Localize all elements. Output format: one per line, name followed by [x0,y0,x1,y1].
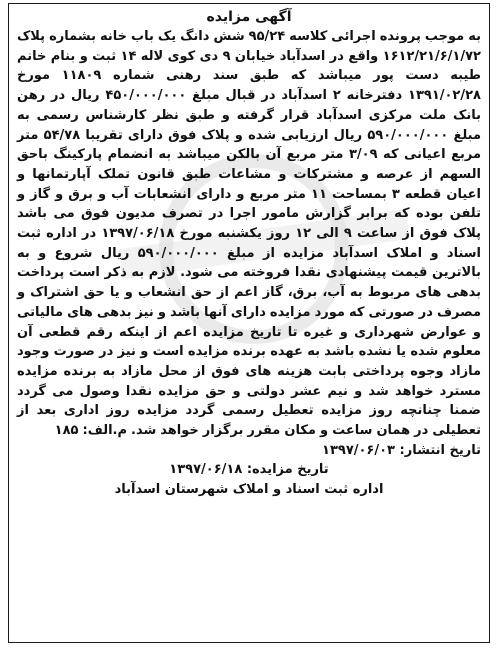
auction-date-value: ۱۳۹۷/۰۶/۱۸ [169,462,243,478]
auction-date-line [17,460,481,480]
publish-date-label: تاریخ انتشار: [399,442,481,458]
notice-body: به موجب پرونده اجرائی کلاسه ۹۵/۲۴ شش دانگ یک باب خانه بشماره پلاک ۱۶۱۲/۲۱/۶/۱/۷۲ واقع در اسدآباد خیابان ۹ دی کوی لاله ۱۴ ثبت و بنام خانم طیبه دست پور میباشد که طبق سند رهنی شماره ۱۱۸۰۹ مورخ ۱۳۹۱/۰۲/۲۸ دفترخانه ۲ اسدآباد در قبال مبلغ ۴۵۰/۰۰۰/۰۰۰ ریال در رهن بانک ملت مرکزی اسدآباد قرار گرفته و طبق نظر کارشناس رسمی به مبلغ ۵۹۰/۰۰۰/۰۰۰ ریال ارزیابی شده و پلاک فوق دارای تقریبا ۵۴/۷۸ متر مربع اعیانی که ۳/۰۹ متر مربع آن بالکن میباشد به انضمام پارکینگ باحق السهم از عرصه و مشترکات و مشاعات طبق قانون تملک آپارتمانها و اعیان قطعه ۳ بمساحت ۱۱ متر مربع و دارای انشعابات آب و برق و گاز و تلفن بوده که برابر گزارش مامور اجرا در تصرف مدیون فوق می باشد پلاک فوق از ساعت ۹ الی ۱۲ روز یکشنبه مورخ ۱۳۹۷/۰۶/۱۸ در اداره ثبت اسناد و املاک اسدآباد مزایده از مبلغ ۵۹۰/۰۰۰/۰۰۰ ریال شروع و به بالاترین قیمت پیشنهادی نقدا فروخته می شود. لازم به ذکر است پرداخت بدهی های مربوط به آب، برق، گاز اعم از حق انشعاب و یا حق اشتراک و مصرف در صورتی که مورد مزایده دارای آنها باشد و نیز بدهی های مالیاتی و عوارض شهرداری و غیره تا تاریخ مزایده اعم از اینکه رقم قطعی آن معلوم شده یا نشده باشد به عهده برنده مزایده است و نیز در صورت وجود مازاد وجوه پرداختی بابت هزینه های فوق از محل مازاد به برنده مزایده مسترد خواهد شد و نیم عشر دولتی و حق مزایده نقدا وصول می گردد ضمنا چنانچه روز مزایده تعطیل رسمی گردد مزایده روز اداری بعد از تعطیلی در همان ساعت و مکان مقرر برگزار خواهد شد. م.الف: ۱۸۵ [17,29,482,439]
publish-date-line [17,441,481,461]
auction-date-label: تاریخ مزایده: [246,462,329,478]
notice-content [9,27,489,500]
issuer-line: اداره ثبت اسناد و املاک شهرستان اسدآباد [114,482,384,498]
notice-title: آگهی مزایده [206,9,292,25]
notice-frame [8,3,490,643]
publish-date-value: ۱۳۹۷/۰۶/۰۳ [322,442,395,458]
